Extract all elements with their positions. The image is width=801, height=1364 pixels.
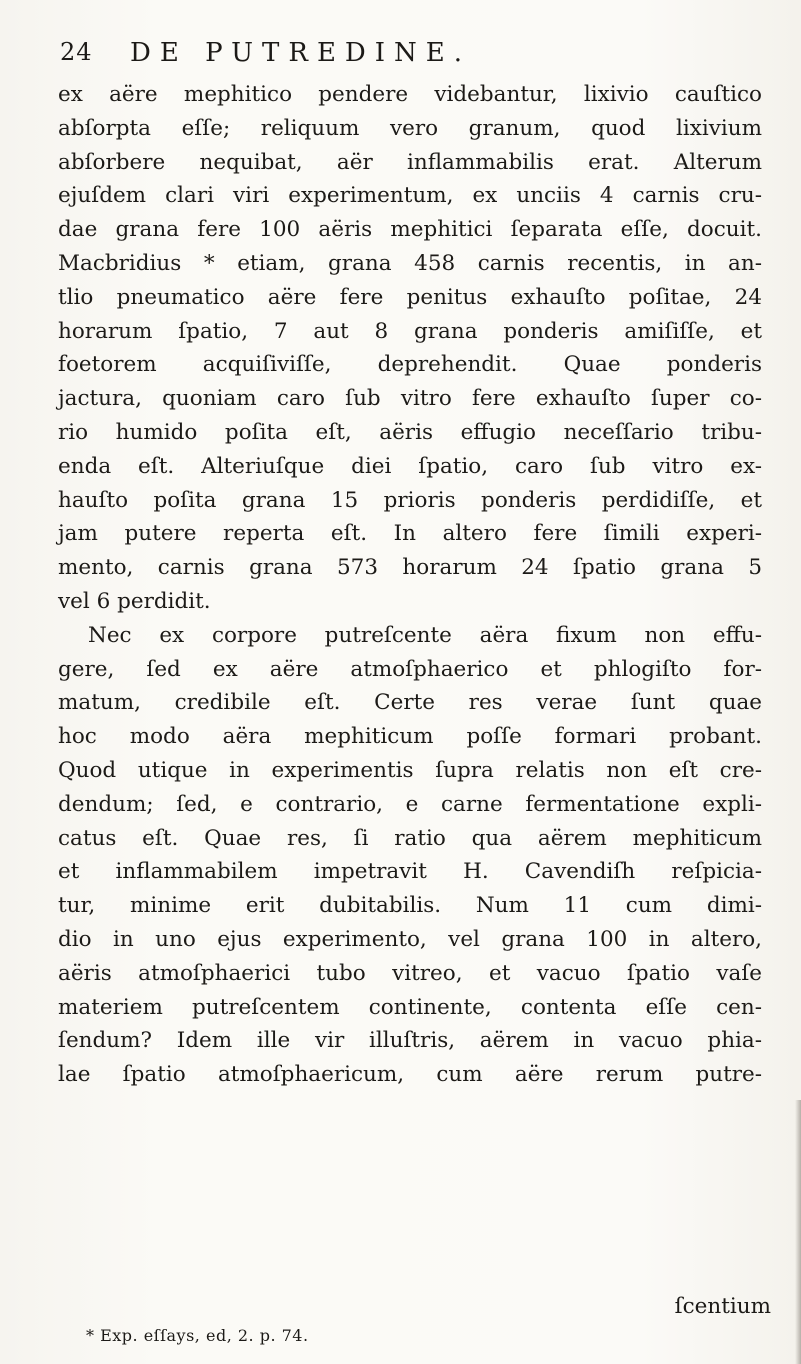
text-line: Macbridius * etiam, grana 458 carnis recentis, in an- <box>58 250 762 276</box>
text-line: hoc modo aëra mephiticum poſſe formari probant. <box>58 724 762 750</box>
text-line: dae grana fere 100 aëris mephitici ſeparata eſſe, docuit. <box>58 217 762 243</box>
text-line: foetorem acquiſiviſſe, deprehendit. Quae ponderis <box>58 352 762 378</box>
catchword: ſcentium <box>674 1294 771 1319</box>
page-edge-shadow <box>795 1100 801 1364</box>
page-number: 24 <box>60 38 93 66</box>
text-line: mento, carnis grana 573 horarum 24 ſpatio grana 5 <box>58 555 762 581</box>
text-line: tur, minime erit dubitabilis. Num 11 cum dimi- <box>58 893 762 919</box>
text-line: aëris atmoſphaerici tubo vitreo, et vacuo ſpatio vaſe <box>58 960 762 986</box>
text-line: catus eſt. Quae res, ſi ratio qua aërem mephiticum <box>58 825 762 851</box>
text-line: dendum; ſed, e contrario, e carne fermentatione expli- <box>58 791 762 817</box>
text-line: materiem putreſcentem continente, contenta eſſe cen- <box>58 994 762 1020</box>
text-line: tlio pneumatico aëre fere penitus exhauſto poſitae, 24 <box>58 284 762 310</box>
paragraph-1 <box>58 78 762 619</box>
text-line: ex aëre mephitico pendere videbantur, lixivio cauſtico <box>58 82 762 107</box>
text-line: abſorpta eſſe; reliquum vero granum, quod lixivium <box>58 115 762 141</box>
footnote: * Exp. eſſays, ed, 2. p. 74. <box>86 1326 309 1345</box>
paragraph-2 <box>58 619 762 1092</box>
text-line: vel 6 perdidit. <box>58 588 211 614</box>
body-text <box>58 78 762 1092</box>
text-line: Quod utique in experimentis ſupra relatis non eſt cre- <box>58 757 762 783</box>
text-line: jam putere reperta eſt. In altero fere ſimili experi- <box>58 521 762 547</box>
text-line: Nec ex corpore putreſcente aëra fixum non effu- <box>88 622 762 648</box>
text-line: dio in uno ejus experimento, vel grana 100 in altero, <box>58 926 762 952</box>
text-line: gere, ſed ex aëre atmoſphaerico et phlogiſto for- <box>58 656 762 682</box>
text-line: ejuſdem clari viri experimentum, ex unciis 4 carnis cru- <box>58 183 762 209</box>
text-line: matum, credibile eſt. Certe res verae ſunt quae <box>58 690 762 716</box>
text-line: abſorbere nequibat, aër inflammabilis erat. Alterum <box>58 149 762 175</box>
running-head: DE PUTREDINE. <box>130 38 472 68</box>
text-line: rio humido poſita eſt, aëris effugio neceſſario tribu- <box>58 419 762 445</box>
text-line: ſendum? Idem ille vir illuſtris, aërem in vacuo phia- <box>58 1028 762 1054</box>
text-line: et inflammabilem impetravit H. Cavendiſh reſpicia- <box>58 859 762 885</box>
text-line: lae ſpatio atmoſphaericum, cum aëre rerum putre- <box>58 1062 762 1088</box>
text-line: enda eſt. Alteriuſque diei ſpatio, caro ſub vitro ex- <box>58 453 762 479</box>
text-line: hauſto poſita grana 15 prioris ponderis perdidiſſe, et <box>58 487 762 513</box>
text-line: jactura, quoniam caro ſub vitro fere exhauſto ſuper co- <box>58 386 762 412</box>
text-line: horarum ſpatio, 7 aut 8 grana ponderis amiſiſſe, et <box>58 318 762 344</box>
page-header <box>60 38 760 78</box>
